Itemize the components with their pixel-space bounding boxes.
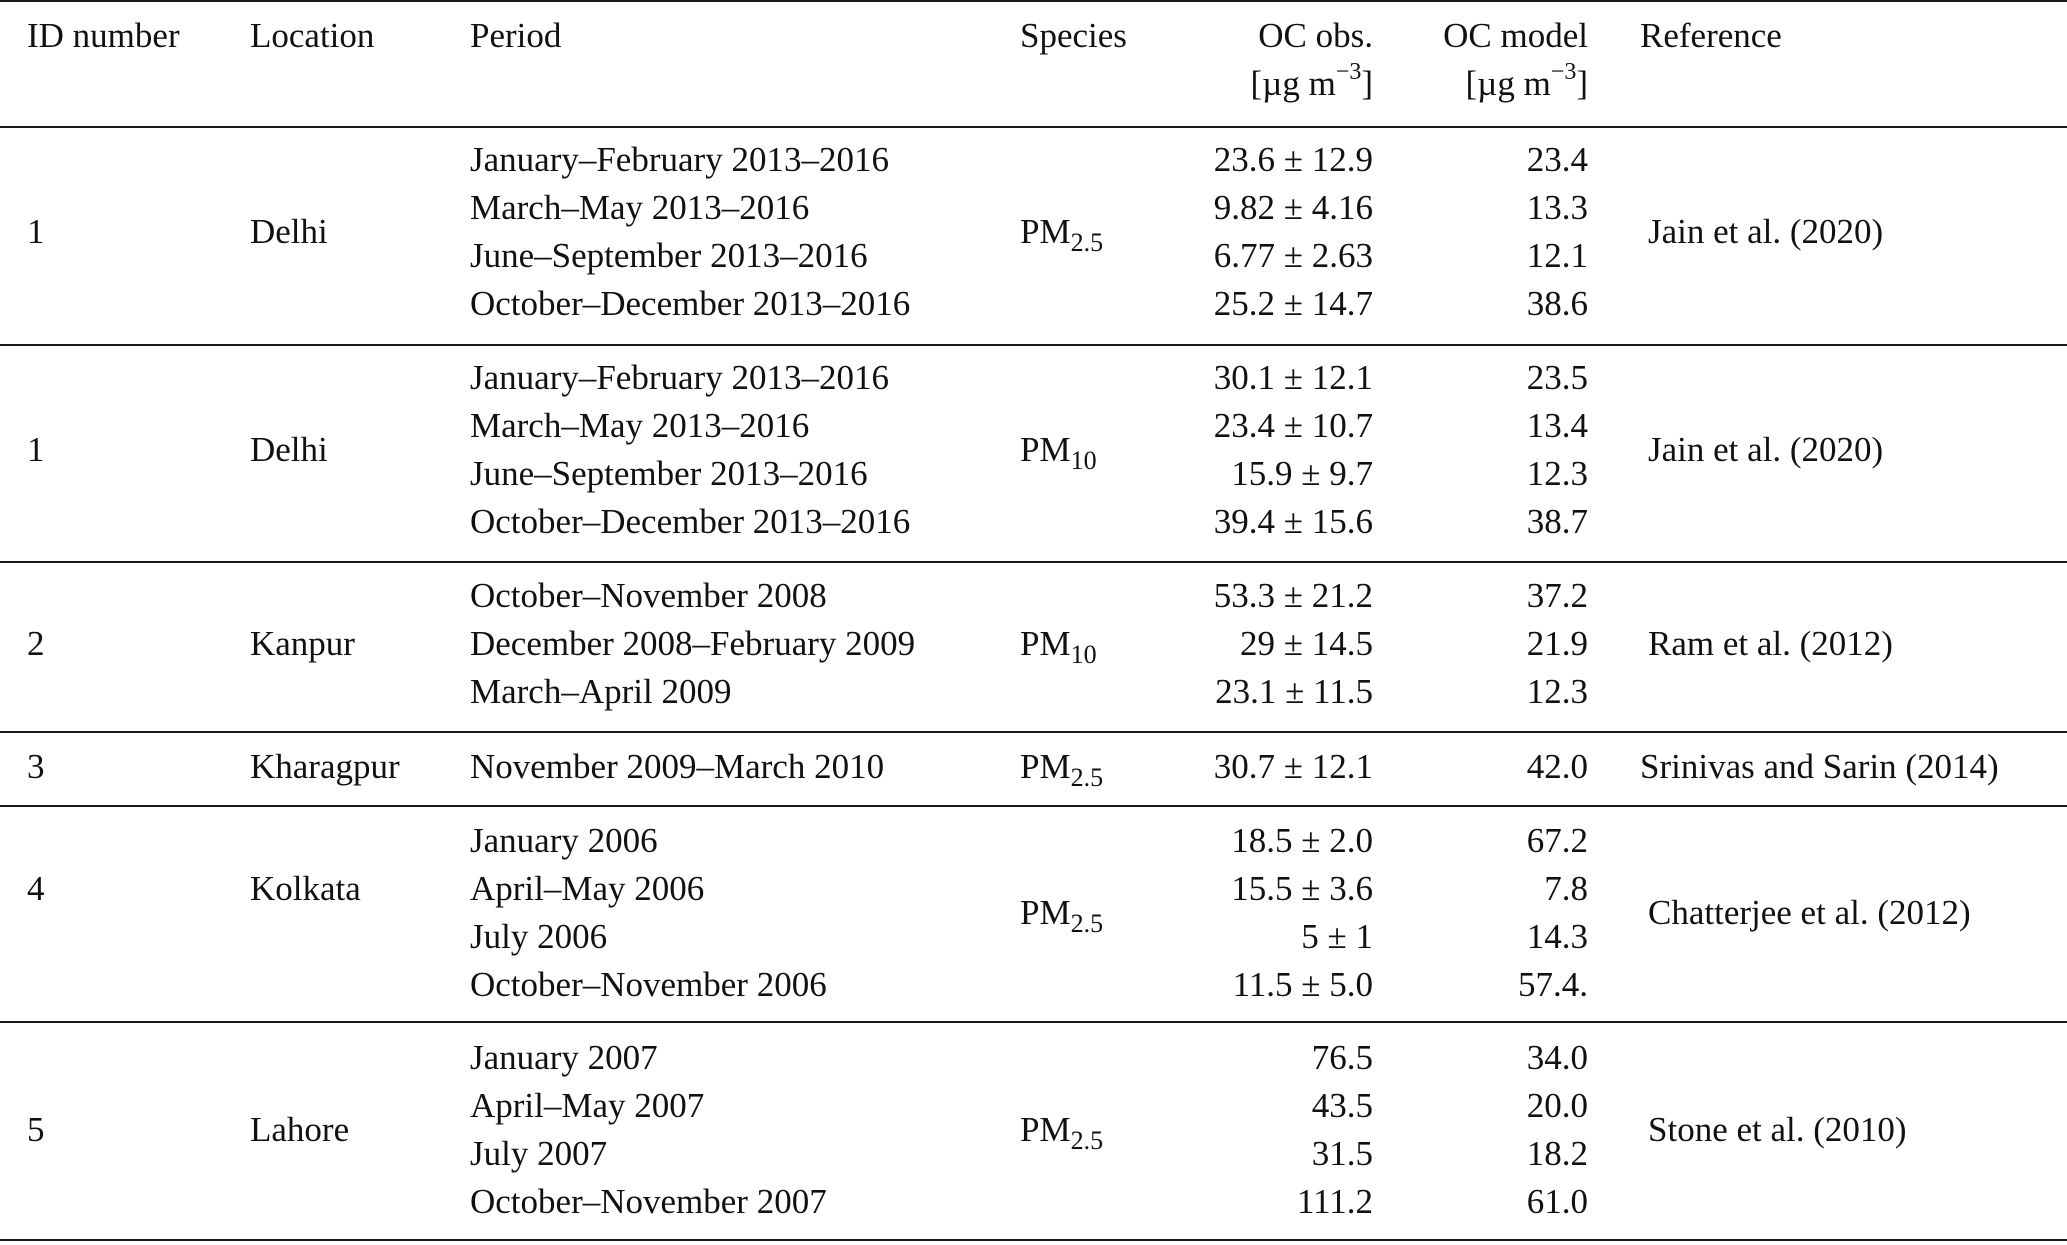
group-oc-model xyxy=(1380,1034,1588,1226)
oc-model-cell: 23.4 xyxy=(1526,140,1588,179)
oc-obs-cell: 11.5 ± 5.0 xyxy=(1232,965,1373,1004)
group-reference: Srinivas and Sarin (2014) xyxy=(1640,747,1999,786)
period-cell: October–December 2013–2016 xyxy=(470,284,911,323)
header-id: ID number xyxy=(27,16,180,55)
group-id: 5 xyxy=(27,1110,45,1149)
group-species: $PM_{2.5}$ xyxy=(1020,893,1104,938)
period-cell: November 2009–March 2010 xyxy=(470,747,885,786)
oc-model-cell: 14.3 xyxy=(1526,917,1588,956)
group-periods xyxy=(470,817,827,1009)
period-cell: January–February 2013–2016 xyxy=(470,140,889,179)
header-period: Period xyxy=(470,16,562,55)
group-reference: Ram et al. (2012) xyxy=(1648,624,1893,663)
group-id: 1 xyxy=(27,212,45,251)
group-divider-4 xyxy=(0,805,2067,807)
group-oc-model xyxy=(1380,572,1588,716)
group-location: Delhi xyxy=(250,430,328,469)
group-location: Lahore xyxy=(250,1110,350,1149)
oc-model-cell: 34.0 xyxy=(1526,1038,1588,1077)
period-cell: April–May 2006 xyxy=(470,869,705,908)
oc-model-cell: 57.4. xyxy=(1518,965,1588,1004)
group-oc-model xyxy=(1380,743,1588,791)
group-divider-1 xyxy=(0,344,2067,346)
oc-obs-cell: 23.1 ± 11.5 xyxy=(1215,672,1373,711)
oc-obs-cell: 39.4 ± 15.6 xyxy=(1213,502,1373,541)
group-periods xyxy=(470,572,915,716)
oc-model-cell: 20.0 xyxy=(1526,1086,1588,1125)
oc-model-cell: 12.3 xyxy=(1526,672,1588,711)
oc-obs-cell: 25.2 ± 14.7 xyxy=(1213,284,1373,323)
group-species: $PM_{2.5}$ xyxy=(1020,1110,1104,1155)
group-id: 3 xyxy=(27,747,45,786)
header-oc-model-unit: [µg $m^{-3}$] xyxy=(1465,59,1588,103)
group-reference: Chatterjee et al. (2012) xyxy=(1648,893,1971,932)
group-periods xyxy=(470,1034,827,1226)
period-cell: July 2007 xyxy=(470,1134,608,1173)
oc-model-cell: 12.3 xyxy=(1526,454,1588,493)
period-cell: October–November 2006 xyxy=(470,965,827,1004)
group-periods xyxy=(470,136,910,328)
group-divider-5 xyxy=(0,1021,2067,1023)
header-reference: Reference xyxy=(1640,16,1782,55)
period-cell: October–November 2008 xyxy=(470,576,827,615)
period-cell: October–December 2013–2016 xyxy=(470,502,911,541)
period-cell: March–May 2013–2016 xyxy=(470,406,810,445)
group-oc-obs xyxy=(1140,136,1373,328)
group-location: Kharagpur xyxy=(250,747,400,786)
group-reference: Stone et al. (2010) xyxy=(1648,1110,1907,1149)
oc-obs-cell: 43.5 xyxy=(1311,1086,1373,1125)
header-oc-obs-unit: [µg $m^{-3}$] xyxy=(1250,59,1373,103)
period-cell: April–May 2007 xyxy=(470,1086,705,1125)
group-divider-3 xyxy=(0,731,2067,733)
group-reference: Jain et al. (2020) xyxy=(1648,212,1884,251)
group-oc-obs xyxy=(1140,743,1373,791)
oc-obs-cell: 23.6 ± 12.9 xyxy=(1213,140,1373,179)
period-cell: June–September 2013–2016 xyxy=(470,454,868,493)
group-id: 2 xyxy=(27,624,45,663)
header-species: Species xyxy=(1020,16,1127,55)
oc-model-cell: 18.2 xyxy=(1526,1134,1588,1173)
header-oc-obs-title: OC obs. xyxy=(1258,16,1373,55)
group-oc-obs xyxy=(1140,354,1373,546)
oc-model-cell: 61.0 xyxy=(1526,1182,1588,1221)
group-species: $PM_{2.5}$ xyxy=(1020,212,1104,257)
group-id: 4 xyxy=(27,869,45,908)
group-periods xyxy=(470,354,910,546)
group-id: 1 xyxy=(27,430,45,469)
oc-obs-cell: 15.9 ± 9.7 xyxy=(1231,454,1373,493)
oc-obs-cell: 29 ± 14.5 xyxy=(1240,624,1373,663)
header-oc-model-title: OC model xyxy=(1443,16,1588,55)
oc-model-cell: 13.3 xyxy=(1526,188,1588,227)
group-periods xyxy=(470,743,884,791)
group-location: Delhi xyxy=(250,212,328,251)
period-cell: October–November 2007 xyxy=(470,1182,827,1221)
oc-model-cell: 21.9 xyxy=(1526,624,1588,663)
oc-obs-cell: 5 ± 1 xyxy=(1301,917,1373,956)
header-location: Location xyxy=(250,16,375,55)
group-oc-model xyxy=(1380,136,1588,328)
oc-model-cell: 23.5 xyxy=(1526,358,1588,397)
oc-obs-cell: 111.2 xyxy=(1296,1182,1373,1221)
period-cell: December 2008–February 2009 xyxy=(470,624,916,663)
group-location: Kanpur xyxy=(250,624,355,663)
oc-obs-cell: 23.4 ± 10.7 xyxy=(1213,406,1373,445)
period-cell: March–April 2009 xyxy=(470,672,732,711)
header-rule xyxy=(0,126,2067,128)
oc-model-cell: 38.7 xyxy=(1526,502,1588,541)
group-species: $PM_{10}$ xyxy=(1020,624,1097,669)
oc-model-cell: 12.1 xyxy=(1526,236,1588,275)
header-oc-obs xyxy=(1140,12,1373,108)
oc-obs-cell: 9.82 ± 4.16 xyxy=(1213,188,1373,227)
period-cell: January 2006 xyxy=(470,821,658,860)
oc-model-cell: 37.2 xyxy=(1526,576,1588,615)
oc-obs-cell: 15.5 ± 3.6 xyxy=(1231,869,1373,908)
oc-obs-cell: 31.5 xyxy=(1311,1134,1373,1173)
group-oc-obs xyxy=(1140,1034,1373,1226)
group-oc-obs xyxy=(1140,817,1373,1009)
group-species: $PM_{10}$ xyxy=(1020,430,1097,475)
group-oc-model xyxy=(1380,817,1588,1009)
period-cell: July 2006 xyxy=(470,917,608,956)
group-divider-2 xyxy=(0,561,2067,563)
period-cell: March–May 2013–2016 xyxy=(470,188,810,227)
group-reference: Jain et al. (2020) xyxy=(1648,430,1884,469)
group-species: $PM_{2.5}$ xyxy=(1020,747,1104,792)
oc-obs-cell: 30.7 ± 12.1 xyxy=(1213,747,1373,786)
oc-model-cell: 67.2 xyxy=(1526,821,1588,860)
oc-obs-cell: 30.1 ± 12.1 xyxy=(1213,358,1373,397)
group-oc-model xyxy=(1380,354,1588,546)
oc-model-cell: 38.6 xyxy=(1526,284,1588,323)
period-cell: June–September 2013–2016 xyxy=(470,236,868,275)
top-rule xyxy=(0,0,2067,2)
oc-obs-cell: 6.77 ± 2.63 xyxy=(1213,236,1373,275)
period-cell: January–February 2013–2016 xyxy=(470,358,889,397)
oc-model-cell: 13.4 xyxy=(1526,406,1588,445)
oc-obs-cell: 53.3 ± 21.2 xyxy=(1213,576,1373,615)
group-oc-obs xyxy=(1140,572,1373,716)
oc-model-cell: 7.8 xyxy=(1544,869,1588,908)
oc-obs-cell: 18.5 ± 2.0 xyxy=(1231,821,1373,860)
bottom-rule xyxy=(0,1239,2067,1241)
header-oc-model xyxy=(1380,12,1588,108)
oc-model-cell: 42.0 xyxy=(1526,747,1588,786)
period-cell: January 2007 xyxy=(470,1038,658,1077)
group-location: Kolkata xyxy=(250,869,361,908)
oc-obs-cell: 76.5 xyxy=(1311,1038,1373,1077)
